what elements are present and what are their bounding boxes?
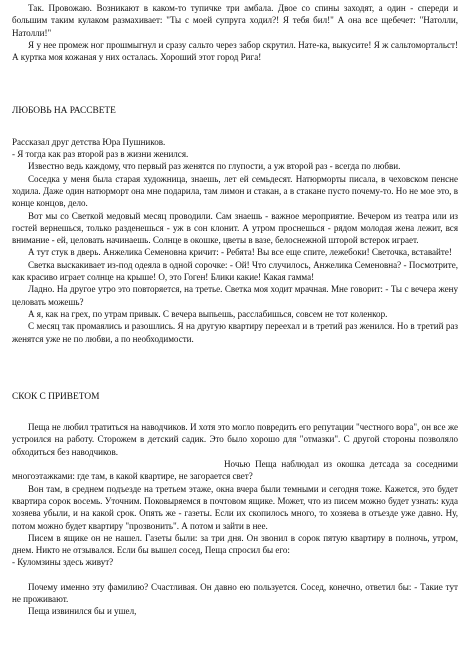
paragraph: Рассказал друг детства Юра Пушников. xyxy=(12,136,166,147)
paragraph: Светка выскакивает из-под одеяла в одной сорочке: - Ой! Что случилось, Анжелика Семеновна? - Посмотрите, как красиво играет солнце на крыше! О, это Гоген! Блики какие! Какая гамма! xyxy=(12,259,458,283)
paragraph: А я, как на грех, по утрам привык. С вечера выпьешь, расслабишься, совсем не тот коленкор. xyxy=(28,308,388,319)
paragraph: Вот мы со Светкой медовый месяц проводили. Сам знаешь - важное мероприятие. Вечером из театра или из гостей вернешься, только разденешься - уж в сон клонит. А утром проснешься - рядом молодая жена лежит, вся внимание - ей, целовать начинаешь. Солнце в окошке, цветы в вазе, белоснежной шторой встерок играет. xyxy=(12,210,458,246)
paragraph: Я у нее промеж ног прошмыгнул и сразу сальто через забор скрутил. Нате-ка, выкусите! Я ж сальтомортальст! А куртка моя кожаная у них осталась. Хороший этот город Рига! xyxy=(12,39,458,63)
paragraph: Ночью Пеща наблюдал из окошка детсада за соседними многоэтажками: где там, в какой квартире, не загорается свет? xyxy=(12,459,458,482)
paragraph: Писем в ящике он не нашел. Газеты были: за три дня. Он звонил в сорок пятую квартиру в полночь, утром, днем. Никто не отзывался. Если бы вышел сосед, Пеща спросил бы его: xyxy=(12,532,458,556)
dialogue-line: - Я тогда как раз второй раз в жизни женился. xyxy=(12,149,189,160)
spacer xyxy=(12,345,458,391)
spacer xyxy=(12,569,458,581)
paragraph: С месяц так промаялись и разошлись. Я на другую квартиру переехал и в третий раз женился. Но в третий раз женятся уже не по любви, а по необходимости. xyxy=(12,321,458,344)
paragraph: Известно ведь каждому, что первый раз женятся по глупости, а уж второй раз - всегда по любви. xyxy=(28,161,401,172)
paragraph: Пеща извинился бы и ушел, xyxy=(28,606,137,617)
paragraph: Ладно. На другое утро это повторяется, на третье. Светка моя ходит мрачная. Мне говорит: - Ты с вечера жену целовать можешь? xyxy=(12,284,458,307)
spacer xyxy=(12,403,458,421)
spacer xyxy=(12,118,458,136)
section-title-1: ЛЮБОВЬ НА РАССВЕТЕ xyxy=(12,106,116,117)
spacer xyxy=(12,63,458,105)
paragraph: Вон там, в среднем подъезде на третьем этаже, окна вчера были темными и сегодня тоже. Кажется, это будет квартира сорок восемь. Уточним. Поковыряемся в почтовом ящике. Может, что из писем можно будет узнать: куда хозяева убыли, и на какой срок. Опять же - газеты. Если их скопилось много, то хозяева в отъезде уже давно. Ну, потом можно будет квартиру "прозвонить". А потом и зайти в нее. xyxy=(12,483,458,531)
dialogue-line: - Куломзины здесь живут? xyxy=(12,557,114,568)
section-title-2: СКОК С ПРИВЕТОМ xyxy=(12,391,100,402)
paragraph: Пеща не любил тратиться на наводчиков. И хотя это могло повредить его репутации "честного вора", он все же устроился на работу. Сторожем в детский садик. Это было хорошо для "отмазки". С другой стороны позволяло обходиться без наводчиков. xyxy=(12,422,458,457)
paragraph: Так. Провожаю. Возникают в каком-то тупичке три амбала. Двое со спины заходят, а один - спереди и большим таким кулаком размахивает: "Ты с моей супруга ходил?! Я тебя бил!" А она все щебечет: "Натолли, Натолли!" xyxy=(12,3,458,38)
paragraph: Соседка у меня была старая художница, знаешь, лет ей семьдесят. Натюрморты писала, в чеховском пенсне ходила. Даже один натюрморт она мне подарила, там лимон и стакан, а в стакане пусто почему-то. Но не мое это, в конце концов, дело. xyxy=(12,173,458,209)
paragraph: Почему именно эту фамилию? Счастливая. Он давно ею пользуется. Сосед, конечно, ответил бы: - Такие тут не проживают. xyxy=(12,581,458,604)
paragraph: А тут стук в дверь. Анжелика Семеновна кричит: - Ребята! Вы все еще спите, лежебоки! Светочка, вставайте! xyxy=(28,247,452,258)
